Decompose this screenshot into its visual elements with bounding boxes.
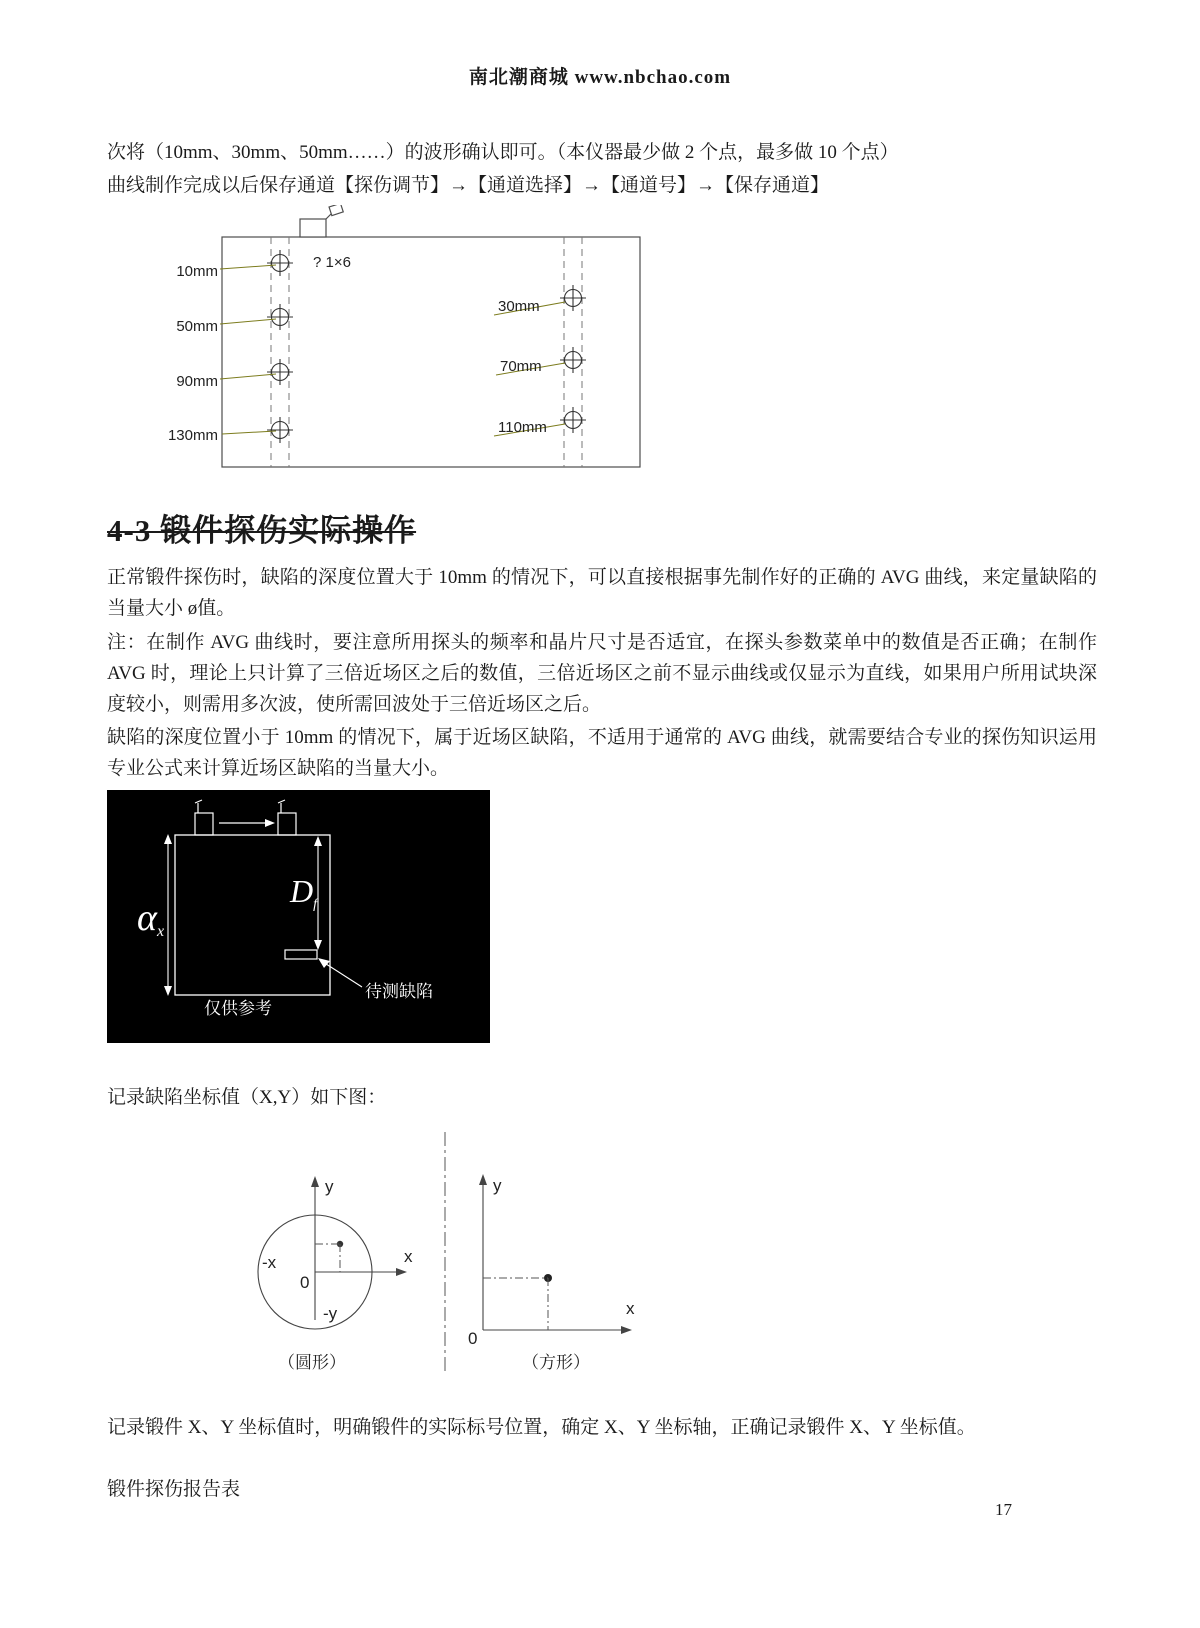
section-heading: 4-3 锻件探伤实际操作	[107, 513, 417, 548]
intro-line-1: 次将（10mm、30mm、50mm……）的波形确认即可。（本仪器最少做 2 个点，最多做 10 个点）	[107, 142, 899, 163]
depth-label-130mm: 130mm	[167, 427, 218, 444]
intro-line-2: 曲线制作完成以后保存通道【探伤调节】→【通道选择】→【通道号】→【保存通道】	[107, 175, 830, 196]
square-caption: （方形）	[522, 1353, 590, 1372]
circle-negy-label: -y	[323, 1304, 338, 1323]
circle-origin-label: 0	[300, 1273, 310, 1292]
probe-icons	[195, 800, 296, 835]
alpha-label: αx	[137, 897, 165, 940]
closing-para-1: 记录锻件 X、Y 坐标值时，明确锻件的实际标号位置，确定 X、Y 坐标轴，正确记录锻件 X、Y 坐标值。	[107, 1417, 976, 1438]
circle-caption: （圆形）	[278, 1353, 346, 1372]
thickness-dimension	[164, 834, 172, 996]
defect-pointer	[318, 958, 362, 987]
near-field-diagram-svg	[107, 790, 490, 1043]
depth-label-50mm: 50mm	[176, 318, 218, 335]
defect-label: 待测缺陷	[365, 982, 433, 1001]
test-block-diagram-svg	[150, 205, 670, 475]
scan-direction-arrow	[219, 819, 275, 827]
page-number: 17	[995, 1500, 1012, 1519]
test-block-diagram	[150, 205, 670, 475]
coords-intro: 记录缺陷坐标值（X,Y）如下图：	[107, 1087, 387, 1108]
circle-y-label: y	[325, 1177, 334, 1196]
depth-label-90mm: 90mm	[176, 373, 218, 390]
square-x-label: x	[626, 1299, 635, 1318]
section-para-1: 正常锻件探伤时，缺陷的深度位置大于 10mm 的情况下，可以直接根据事先制作好的正确的 AVG 曲线，来定量缺陷的当量大小 ø值。	[107, 567, 1097, 619]
test-block-outline	[222, 237, 640, 467]
section-para-3: 缺陷的深度位置小于 10mm 的情况下，属于近场区缺陷，不适用于通常的 AVG 曲线，就需要结合专业的探伤知识运用专业公式来计算近场区缺陷的当量大小。	[107, 727, 1097, 779]
leader-lines	[220, 265, 565, 436]
defect-depth-dimension	[314, 836, 322, 950]
circle-negx-label: -x	[262, 1253, 277, 1272]
probe-size-label: ? 1×6	[313, 254, 351, 271]
circular-coord-diagram	[258, 1176, 413, 1372]
square-y-label: y	[493, 1176, 502, 1195]
part-outline	[175, 835, 330, 995]
coordinate-diagrams	[230, 1130, 670, 1380]
closing-para-2: 锻件探伤报告表	[107, 1479, 241, 1500]
site-header: 南北潮商城 www.nbchao.com	[468, 67, 732, 88]
square-coord-diagram	[468, 1174, 635, 1372]
depth-label-110mm: 110mm	[498, 419, 547, 436]
depth-label-10mm: 10mm	[176, 263, 218, 280]
reference-note: 仅供参考	[204, 999, 272, 1018]
df-label: Df	[290, 873, 317, 912]
section-para-2: 注：在制作 AVG 曲线时，要注意所用探头的频率和晶片尺寸是否适宜，在探头参数菜单中的数值是否正确；在制作 AVG 时，理论上只计算了三倍近场区之后的数值，三倍近场区之前不显示曲线或仅显示为直线，如果用户所用试块深度较小，则需用多次波，使所需回波处于三倍近场区之后。	[107, 632, 1097, 715]
defect-rect	[285, 950, 317, 959]
depth-label-70mm: 70mm	[500, 358, 542, 375]
circle-x-label: x	[404, 1247, 413, 1266]
coordinate-diagrams-svg	[230, 1130, 670, 1380]
probe-icon	[300, 205, 343, 237]
near-field-diagram	[107, 790, 490, 1043]
square-origin-label: 0	[468, 1329, 478, 1348]
depth-label-30mm: 30mm	[498, 298, 540, 315]
